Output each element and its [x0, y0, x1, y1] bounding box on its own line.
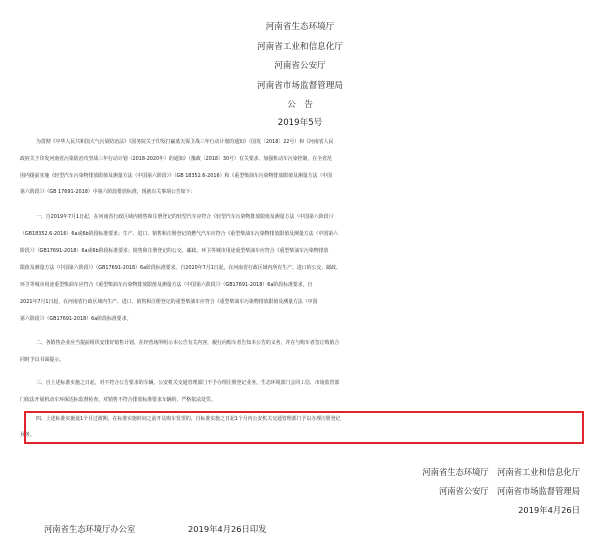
body-line: 政府关于印发河南省污染防治攻坚战三年行动计划（2018-2020年）的通知》（豫政〔2018〕30号）有关要求，加强机动车污染控制，在全省范	[20, 156, 332, 162]
body-line: 四、上述标准实施设1个月过渡期，在标准实施时间之前开具购车发票的，自标准实施之日起1个月内公安机关交通管理部门予以办理注册登记	[36, 416, 341, 422]
body-line: 一、自2019年7月1日起，在河南省行政区域内销售和注册登记的轻型汽车应符合《轻型汽车污染物排放限值及测量方法（中国第六阶段）》	[36, 214, 336, 220]
signature-line-1: 河南省生态环境厅 河南省工业和信息化厅	[422, 467, 580, 477]
body-line: 围内提前实施《轻型汽车污染物排放限值及测量方法（中国第六阶段）》（GB 18352.6-2016）和《重型柴油车污染物排放限值及测量方法（中国	[20, 173, 333, 179]
body-line: 三、自上述标准实施之日起，对不符合公告要求的车辆，公安机关交通管理部门不予办理注册登记业务。生态环境部门会同工信、市场监管部	[36, 380, 340, 386]
body-line: 限值及测量方法（中国第六阶段）》（GB17691-2018）6a阶段标准要求。自2020年7月1日起，在河南省行政区域内所有生产、进口的公交、邮政、	[20, 265, 341, 271]
highlight-box	[24, 411, 584, 444]
body-line: 2021年7月1日起，在河南省行政区域内生产、进口、销售和注册登记的重型柴油车应符合《重型柴油车污染物排放限值及测量方法（中国	[20, 299, 318, 305]
issuer-3: 河南省公安厅	[274, 61, 326, 71]
signature-line-2: 河南省公安厅 河南省市场监督管理局	[438, 486, 580, 496]
document-number: 2019年5号	[277, 118, 323, 128]
body-line: 第六阶段）》（GB 17691-2018）中第六阶段排放标准，现就有关事项公告如下：	[20, 189, 196, 195]
body-line: 业务。	[20, 432, 35, 438]
body-line: 同时予以书面提示。	[20, 357, 65, 363]
issuer-4: 河南省市场监督管理局	[257, 81, 343, 91]
footer-office: 河南省生态环境厅办公室	[44, 524, 136, 534]
body-line: 环卫等城市用途重型柴油车应符合《重型柴油车污染物排放限值及测量方法（中国第六阶段）》（GB17691-2018）6a阶段标准要求。自	[20, 282, 313, 288]
body-line: （GB18352.6-2016）6a或6b阶段标准要求；生产、进口、销售和注册登记的燃气汽车应符合《重型柴油车污染物排放限值及测量方法（中国第六	[20, 231, 339, 237]
announcement-title: 公 告	[287, 100, 313, 110]
signature-date: 2019年4月26日	[518, 505, 580, 515]
issuer-2: 河南省工业和信息化厅	[257, 42, 343, 52]
body-line: 阶段）》（GB17691-2018）6a或6b阶段标准要求；销售和注册登记的公交、邮政、环卫等城市用途重型柴油车应符合《重型柴油车污染物排放	[20, 248, 329, 254]
body-line: 为贯彻《中华人民共和国大气污染防治法》《国务院关于印发打赢蓝天保卫战三年行动计划的通知》（国发〔2018〕22号）和《河南省人民	[36, 139, 334, 145]
body-line: 二、各销售企业应当提前组织安排好销售计划，在经营场所明示本公告有关内容，履行向购车者告知本公告的义务，并在与购车者签订购销合	[36, 340, 340, 346]
issuer-1: 河南省生态环境厅	[265, 22, 335, 32]
footer-issued-date: 2019年4月26日印发	[188, 524, 267, 534]
body-line: 门依法开展机动车环保达标监督检查，对销售不符合排放标准要求车辆的，严格依法处罚。	[20, 397, 216, 403]
body-line: 第六阶段）》（GB17691-2018）6a阶段标准要求。	[20, 316, 132, 322]
